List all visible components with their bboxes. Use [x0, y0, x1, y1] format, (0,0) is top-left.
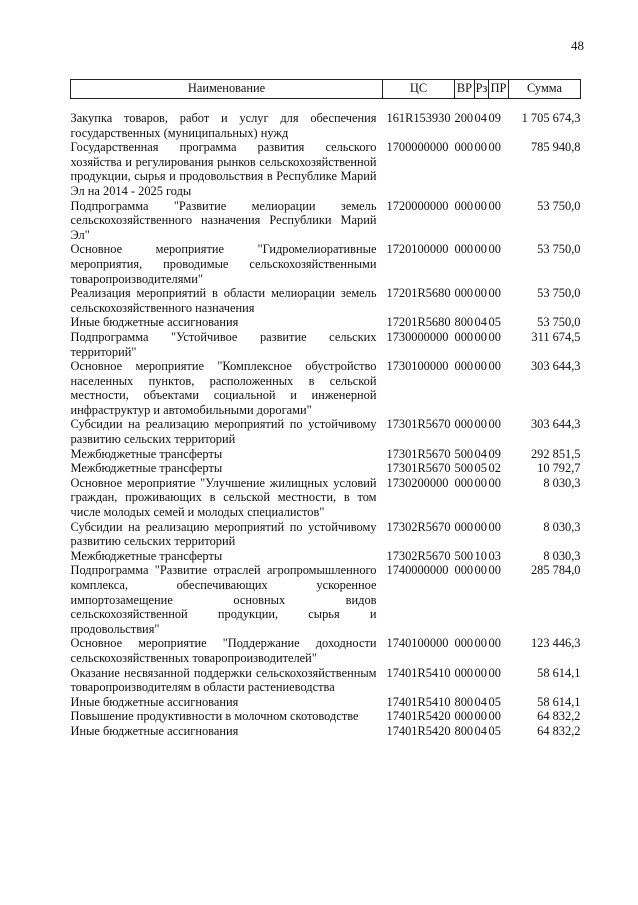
table-row: [71, 636, 581, 665]
cell-vr: 800: [454, 723, 474, 738]
table-row: [71, 140, 581, 198]
budget-table: [70, 79, 581, 739]
cell-cs: 17401R5410: [386, 694, 451, 709]
cell-cs: 17401R5420: [386, 709, 451, 724]
cell-rz: 04: [474, 446, 487, 461]
header-rz: Рз: [475, 80, 489, 99]
header-vr: ВР: [455, 80, 475, 99]
table-row: [71, 563, 581, 636]
cell-sum: 64 832,2: [537, 709, 581, 724]
cell-name: Межбюджетные трансферты: [70, 461, 223, 476]
table-row: [71, 359, 581, 417]
cell-vr: 200: [454, 111, 474, 125]
cell-rz: 00: [474, 329, 487, 344]
cell-pr: 00: [488, 665, 501, 680]
table-row: [71, 242, 581, 286]
page-number: 48: [571, 38, 584, 53]
cell-pr: 00: [488, 709, 501, 724]
cell-vr: 000: [454, 242, 474, 257]
cell-pr: 00: [488, 563, 501, 578]
cell-cs: 17301R5670: [386, 417, 451, 432]
table-row: [71, 99, 581, 141]
cell-rz: 10: [474, 548, 487, 563]
cell-cs: 17301R5670: [386, 446, 451, 461]
cell-sum: 10 792,7: [537, 461, 581, 476]
cell-name: Основное мероприятие "Поддержание доходности сельскохозяйственных товаропроизводителей": [70, 636, 377, 665]
cell-pr: 00: [488, 636, 501, 651]
cell-name: Иные бюджетные ассигнования: [70, 694, 239, 709]
cell-vr: 000: [454, 665, 474, 680]
table-row: [71, 695, 581, 710]
cell-rz: 00: [474, 563, 487, 578]
cell-name: Оказание несвязанной поддержки сельскохозяйственным товаропроизводителям в области растениеводства: [70, 665, 377, 695]
cell-vr: 000: [454, 563, 474, 578]
cell-vr: 800: [454, 315, 474, 330]
table-row: [71, 520, 581, 549]
header-sum: Сумма: [509, 80, 581, 99]
cell-rz: 04: [474, 315, 487, 330]
cell-rz: 00: [474, 198, 487, 213]
cell-pr: 09: [488, 446, 501, 461]
cell-vr: 000: [454, 636, 474, 651]
cell-name: Субсидии на реализацию мероприятий по устойчивому развитию сельских территорий: [70, 417, 377, 447]
cell-pr: 00: [488, 417, 501, 432]
cell-rz: 00: [474, 665, 487, 680]
cell-pr: 00: [488, 329, 501, 344]
cell-vr: 800: [454, 694, 474, 709]
cell-vr: 500: [454, 446, 474, 461]
table-row: [71, 199, 581, 243]
cell-name: Основное мероприятие "Гидромелиоративные мероприятия, проводимые сельскохозяйственными товаропроизводителями": [70, 242, 377, 286]
cell-rz: 00: [474, 636, 487, 651]
cell-sum: 53 750,0: [537, 286, 581, 301]
cell-vr: 000: [454, 329, 474, 344]
cell-sum: 785 940,8: [530, 140, 581, 155]
cell-name: Закупка товаров, работ и услуг для обеспечения государственных (муниципальных) нужд: [70, 111, 377, 140]
table-row: [71, 476, 581, 520]
cell-cs: 161R153930: [386, 111, 451, 125]
table-body: [71, 99, 581, 739]
cell-sum: 8 030,3: [543, 519, 581, 534]
cell-name: Основное мероприятие "Комплексное обустройство населенных пунктов, расположенных в сельской местности, объектами социальной и инженерной инфраструктур и автомобильными дорогами": [70, 359, 377, 417]
cell-pr: 00: [488, 198, 501, 213]
cell-sum: 123 446,3: [530, 636, 581, 651]
cell-pr: 05: [488, 723, 501, 738]
cell-pr: 05: [488, 694, 501, 709]
cell-name: Подпрограмма "Устойчивое развитие сельских территорий": [70, 329, 377, 359]
table-row: [71, 315, 581, 330]
cell-pr: 00: [488, 519, 501, 534]
cell-pr: 02: [488, 461, 501, 476]
cell-cs: 17301R5670: [386, 461, 451, 476]
cell-rz: 00: [474, 359, 487, 374]
cell-pr: 00: [488, 140, 501, 155]
cell-sum: 292 851,5: [530, 446, 581, 461]
cell-name: Подпрограмма "Развитие отраслей агропромышленного комплекса, обеспечивающих ускоренное импортозамещение основных видов сельскохозяйственной продукции, сырья и продовольствия": [70, 563, 377, 636]
cell-sum: 64 832,2: [537, 723, 581, 738]
cell-cs: 1720000000: [386, 198, 449, 213]
table-header-row: [71, 80, 581, 99]
cell-vr: 500: [454, 461, 474, 476]
cell-cs: 17201R5680: [386, 286, 451, 301]
cell-rz: 04: [474, 694, 487, 709]
cell-vr: 000: [454, 286, 474, 301]
cell-pr: 05: [488, 315, 501, 330]
cell-cs: 1730200000: [386, 475, 449, 490]
cell-sum: 53 750,0: [537, 198, 581, 213]
cell-rz: 00: [474, 242, 487, 257]
cell-vr: 000: [454, 417, 474, 432]
cell-cs: 1720100000: [386, 242, 449, 257]
cell-sum: 53 750,0: [537, 315, 581, 330]
cell-cs: 17401R5420: [386, 723, 451, 738]
cell-name: Иные бюджетные ассигнования: [70, 315, 239, 330]
cell-pr: 00: [488, 475, 501, 490]
cell-name: Межбюджетные трансферты: [70, 446, 223, 461]
table-row: [71, 461, 581, 476]
cell-vr: 000: [454, 140, 474, 155]
cell-sum: 58 614,1: [537, 665, 581, 680]
table-row: [71, 666, 581, 695]
cell-rz: 00: [474, 286, 487, 301]
table-row: [71, 447, 581, 462]
table-row: [71, 709, 581, 724]
cell-sum: 53 750,0: [537, 242, 581, 257]
table-row: [71, 330, 581, 359]
cell-vr: 000: [454, 475, 474, 490]
cell-name: Повышение продуктивности в молочном скотоводстве: [70, 709, 359, 724]
cell-vr: 000: [454, 519, 474, 534]
table-row: [71, 549, 581, 564]
cell-pr: 00: [488, 359, 501, 374]
cell-rz: 00: [474, 519, 487, 534]
table-row: [71, 417, 581, 446]
cell-sum: 58 614,1: [537, 694, 581, 709]
cell-sum: 285 784,0: [530, 563, 581, 578]
cell-name: Подпрограмма "Развитие мелиорации земель сельскохозяйственного назначения Республики Марий Эл": [70, 198, 377, 242]
cell-name: Межбюджетные трансферты: [70, 548, 223, 563]
header-cs: ЦС: [383, 80, 455, 99]
cell-rz: 04: [474, 111, 487, 125]
cell-vr: 000: [454, 198, 474, 213]
cell-pr: 00: [488, 242, 501, 257]
cell-pr: 00: [488, 286, 501, 301]
cell-name: Субсидии на реализацию мероприятий по устойчивому развитию сельских территорий: [70, 519, 377, 549]
cell-name: Основное мероприятие "Улучшение жилищных условий граждан, проживающих в сельской местности, в том числе молодых семей и молодых специалистов": [70, 475, 377, 520]
cell-cs: 17302R5670: [386, 548, 451, 563]
cell-rz: 00: [474, 140, 487, 155]
cell-pr: 09: [488, 111, 501, 125]
cell-sum: 8 030,3: [543, 548, 581, 563]
cell-rz: 00: [474, 417, 487, 432]
cell-sum: 8 030,3: [543, 475, 581, 490]
cell-rz: 05: [474, 461, 487, 476]
cell-name: Реализация мероприятий в области мелиорации земель сельскохозяйственного назначения: [70, 286, 377, 315]
cell-name: Иные бюджетные ассигнования: [70, 723, 239, 738]
cell-cs: 1700000000: [386, 140, 449, 155]
cell-cs: 17201R5680: [386, 315, 451, 330]
table-row: [71, 724, 581, 739]
cell-cs: 17302R5670: [386, 519, 451, 534]
cell-name: Государственная программа развития сельского хозяйства и регулирования рынков сельскохозяйственной продукции, сырья и продовольствия в Республике Марий Эл на 2014 - 2025 годы: [70, 140, 377, 198]
cell-rz: 00: [474, 475, 487, 490]
cell-cs: 1740000000: [386, 563, 449, 578]
cell-vr: 500: [454, 548, 474, 563]
cell-vr: 000: [454, 709, 474, 724]
cell-sum: 1 705 674,3: [521, 111, 581, 125]
cell-rz: 00: [474, 709, 487, 724]
cell-rz: 04: [474, 723, 487, 738]
cell-pr: 03: [488, 548, 501, 563]
cell-sum: 311 674,5: [531, 329, 581, 344]
cell-vr: 000: [454, 359, 474, 374]
cell-sum: 303 644,3: [530, 359, 581, 374]
cell-cs: 1740100000: [386, 636, 449, 651]
table-row: [71, 286, 581, 315]
header-pr: ПР: [489, 80, 509, 99]
header-name: Наименование: [71, 80, 383, 99]
cell-sum: 303 644,3: [530, 417, 581, 432]
cell-cs: 17401R5410: [386, 665, 451, 680]
cell-cs: 1730000000: [386, 329, 449, 344]
cell-cs: 1730100000: [386, 359, 449, 374]
